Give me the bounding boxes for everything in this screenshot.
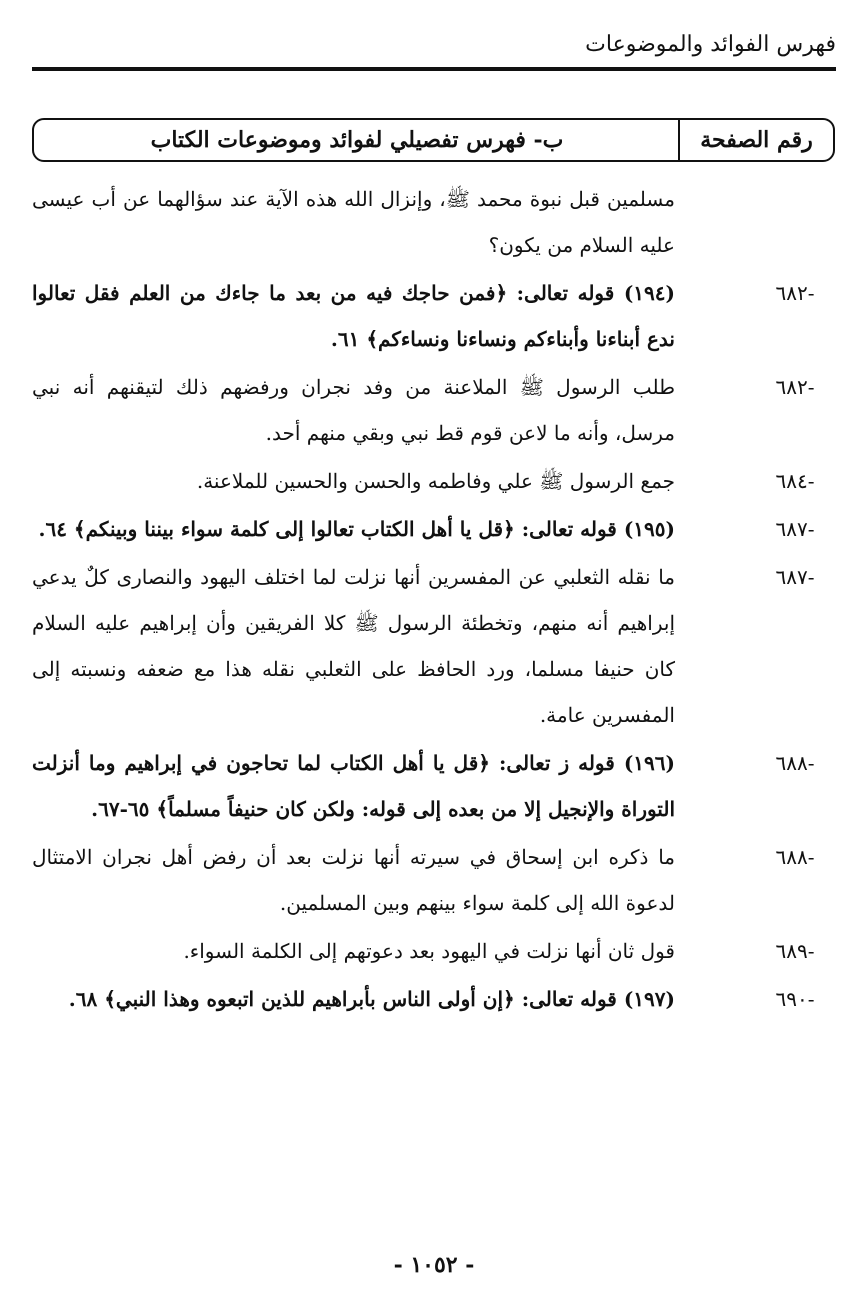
entry-page-number: -٦٨٩: [775, 939, 815, 963]
entry-page-number: -٦٨٢: [775, 281, 815, 305]
page-folio-number: - ١٠٥٢ -: [393, 1252, 475, 1278]
entry-text: (١٩٥) قوله تعالى: ﴿قل يا أهل الكتاب تعالوا إلى كلمة سواء بيننا وبينكم﴾ ٦٤.: [38, 517, 675, 541]
index-section-title: ب- فهرس تفصيلي لفوائد وموضوعات الكتاب: [150, 127, 564, 153]
index-entry: [32, 976, 835, 1022]
entry-text: ما نقله الثعلبي عن المفسرين أنها نزلت لما اختلف اليهود والنصارى كلٌ يدعي إبراهيم أنه منهم، وتخطئة الرسول ﷺ كلا الفريقين وأن إبراهيم عليه السلام كان حنيفا مسلما، ورد الحافظ على الثعلبي نقله هذا مع ضعفه ونسبته إلى المفسرين عامة.: [32, 565, 675, 727]
running-head: فهرس الفوائد والموضوعات: [585, 32, 836, 57]
index-entry: [32, 928, 835, 974]
entry-text: قول ثان أنها نزلت في اليهود بعد دعوتهم إلى الكلمة السواء.: [183, 939, 675, 963]
entry-text: مسلمين قبل نبوة محمد ﷺ، وإنزال الله هذه الآية عند سؤالهما عن أب عيسى عليه السلام من يكون؟: [32, 187, 675, 257]
table-header-box: [32, 118, 835, 162]
entry-page-number: -٦٨٨: [775, 845, 815, 869]
entry-page-number: -٦٨٧: [775, 565, 815, 589]
index-entry: [32, 458, 835, 504]
page-number-column-header: رقم الصفحة: [678, 120, 833, 160]
index-entry: [32, 176, 835, 268]
index-entries: [32, 176, 835, 1024]
index-entry: [32, 364, 835, 456]
index-entry: [32, 740, 835, 832]
entry-page-number: -٦٨٢: [775, 375, 815, 399]
entry-text: طلب الرسول ﷺ الملاعنة من وفد نجران ورفضهم ذلك لتيقنهم أنه نبي مرسل، وأنه ما لاعن قوم قط نبي وبقي منهم أحد.: [32, 375, 675, 445]
entry-page-number: -٦٨٧: [775, 517, 815, 541]
entry-text: ما ذكره ابن إسحاق في سيرته أنها نزلت بعد أن رفض أهل نجران الامتثال لدعوة الله إلى كلمة سواء بينهم وبين المسلمين.: [32, 845, 675, 915]
entry-text: (١٩٧) قوله تعالى: ﴿إن أولى الناس بأبراهيم للذين اتبعوه وهذا النبي﴾ ٦٨.: [68, 987, 675, 1011]
entry-text: جمع الرسول ﷺ علي وفاطمه والحسن والحسين للملاعنة.: [196, 469, 675, 493]
entry-text: (١٩٦) قوله ز تعالى: ﴿قل يا أهل الكتاب لما تحاجون في إبراهيم وما أنزلت التوراة والإنجيل إلا من بعده إلى قوله: ولكن كان حنيفاً مسلماً﴾ ٦٥-٦٧.: [32, 751, 675, 821]
index-entry: [32, 834, 835, 926]
index-entry: [32, 506, 835, 552]
entry-page-number: -٦٨٨: [775, 751, 815, 775]
entry-page-number: -٦٨٤: [775, 469, 815, 493]
entry-text: (١٩٤) قوله تعالى: ﴿فمن حاجك فيه من بعد ما جاءك من العلم فقل تعالوا ندع أبناءنا وأبناءكم ونساءنا ونساءكم﴾ ٦١.: [32, 281, 675, 351]
index-entry: [32, 554, 835, 738]
index-entry: [32, 270, 835, 362]
entry-page-number: -٦٩٠: [775, 987, 815, 1011]
header-rule: [32, 67, 836, 71]
